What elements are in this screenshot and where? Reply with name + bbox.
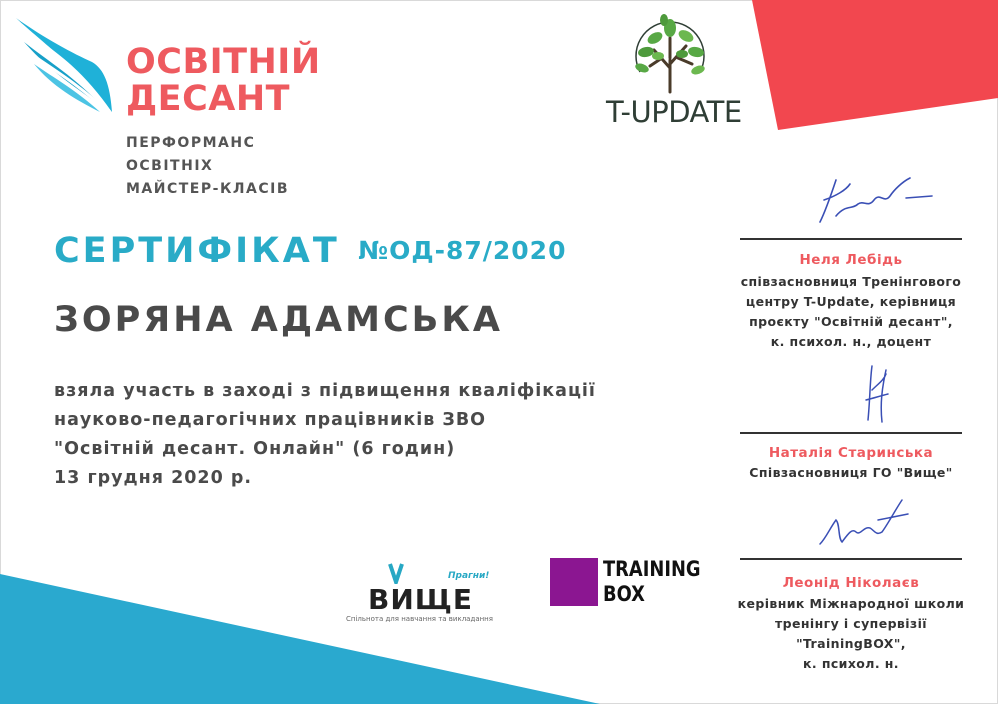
signatory-role-line: Співзасновниця ГО "Вище" (749, 465, 953, 480)
certificate-description (54, 377, 596, 493)
brand-title-line1: ОСВІТНІЙ (126, 42, 321, 82)
tree-icon (622, 12, 718, 96)
vyshche-tagline: Прагни! (448, 571, 490, 581)
vyshche-accent-icon (386, 562, 406, 584)
vyshche-logo-word: ВИЩЕ (368, 583, 474, 616)
brand-subtitle-line3: МАЙСТЕР-КЛАСІВ (126, 181, 290, 197)
signature-1-image (806, 170, 946, 230)
signatory-1-name: Неля Лебідь (799, 252, 903, 268)
signature-2-line (740, 432, 962, 434)
certificate-title: СЕРТИФІКАТ (54, 231, 340, 271)
signatory-role-line: керівник Міжнародної школи (737, 596, 965, 611)
brand-title-line2: ДЕСАНТ (126, 79, 291, 119)
certificate-number: №ОД-87/2020 (358, 236, 567, 265)
description-line: "Освітній десант. Онлайн" (6 годин) (54, 439, 456, 459)
signature-3-image (812, 494, 912, 552)
trainingbox-line2: BOX (603, 582, 645, 606)
signatory-role-line: "TrainingBOX", (796, 636, 906, 651)
corner-decoration-top (752, 0, 998, 130)
partner-logo-text: T-UPDATE (606, 95, 742, 129)
description-line: взяла участь в заході з підвищення кваліфікації (54, 381, 596, 401)
signature-2-image (856, 360, 896, 424)
description-line: науково-педагогічних працівників ЗВО (54, 410, 487, 430)
trainingbox-logo-text (603, 557, 701, 607)
signatory-role-line: к. психол. н., доцент (770, 334, 932, 349)
signatory-role-line: к. психол. н. (803, 656, 899, 671)
corner-decoration-bottom (0, 560, 600, 704)
description-line: 13 грудня 2020 р. (54, 468, 253, 488)
trainingbox-square-icon (550, 558, 598, 606)
brand-title (126, 44, 321, 118)
signatory-role-line: проєкту "Освітній десант", (749, 314, 953, 329)
vyshche-subtitle: Спільнота для навчання та викладання (346, 615, 493, 623)
brand-subtitle-line2: ОСВІТНІХ (126, 158, 214, 174)
brand-subtitle (126, 132, 289, 201)
trainingbox-line1: TRAINING (603, 557, 701, 581)
signature-1-line (740, 238, 962, 240)
signature-3-line (740, 558, 962, 560)
signatory-role-line: співзасновниця Тренінгового (740, 274, 962, 289)
signatory-1-role (722, 272, 980, 352)
signatory-3-name: Леонід Ніколаєв (782, 575, 920, 591)
wing-logo-icon (14, 14, 114, 114)
signatory-2-role (722, 463, 980, 483)
brand-subtitle-line1: ПЕРФОРМАНС (126, 135, 256, 151)
signatory-3-role (722, 594, 980, 674)
signatory-role-line: тренінгу і супервізії (775, 616, 927, 631)
recipient-name: ЗОРЯНА АДАМСЬКА (54, 300, 504, 340)
signatory-2-name: Наталія Старинська (768, 445, 934, 461)
signatory-role-line: центру T-Update, керівниця (745, 294, 957, 309)
